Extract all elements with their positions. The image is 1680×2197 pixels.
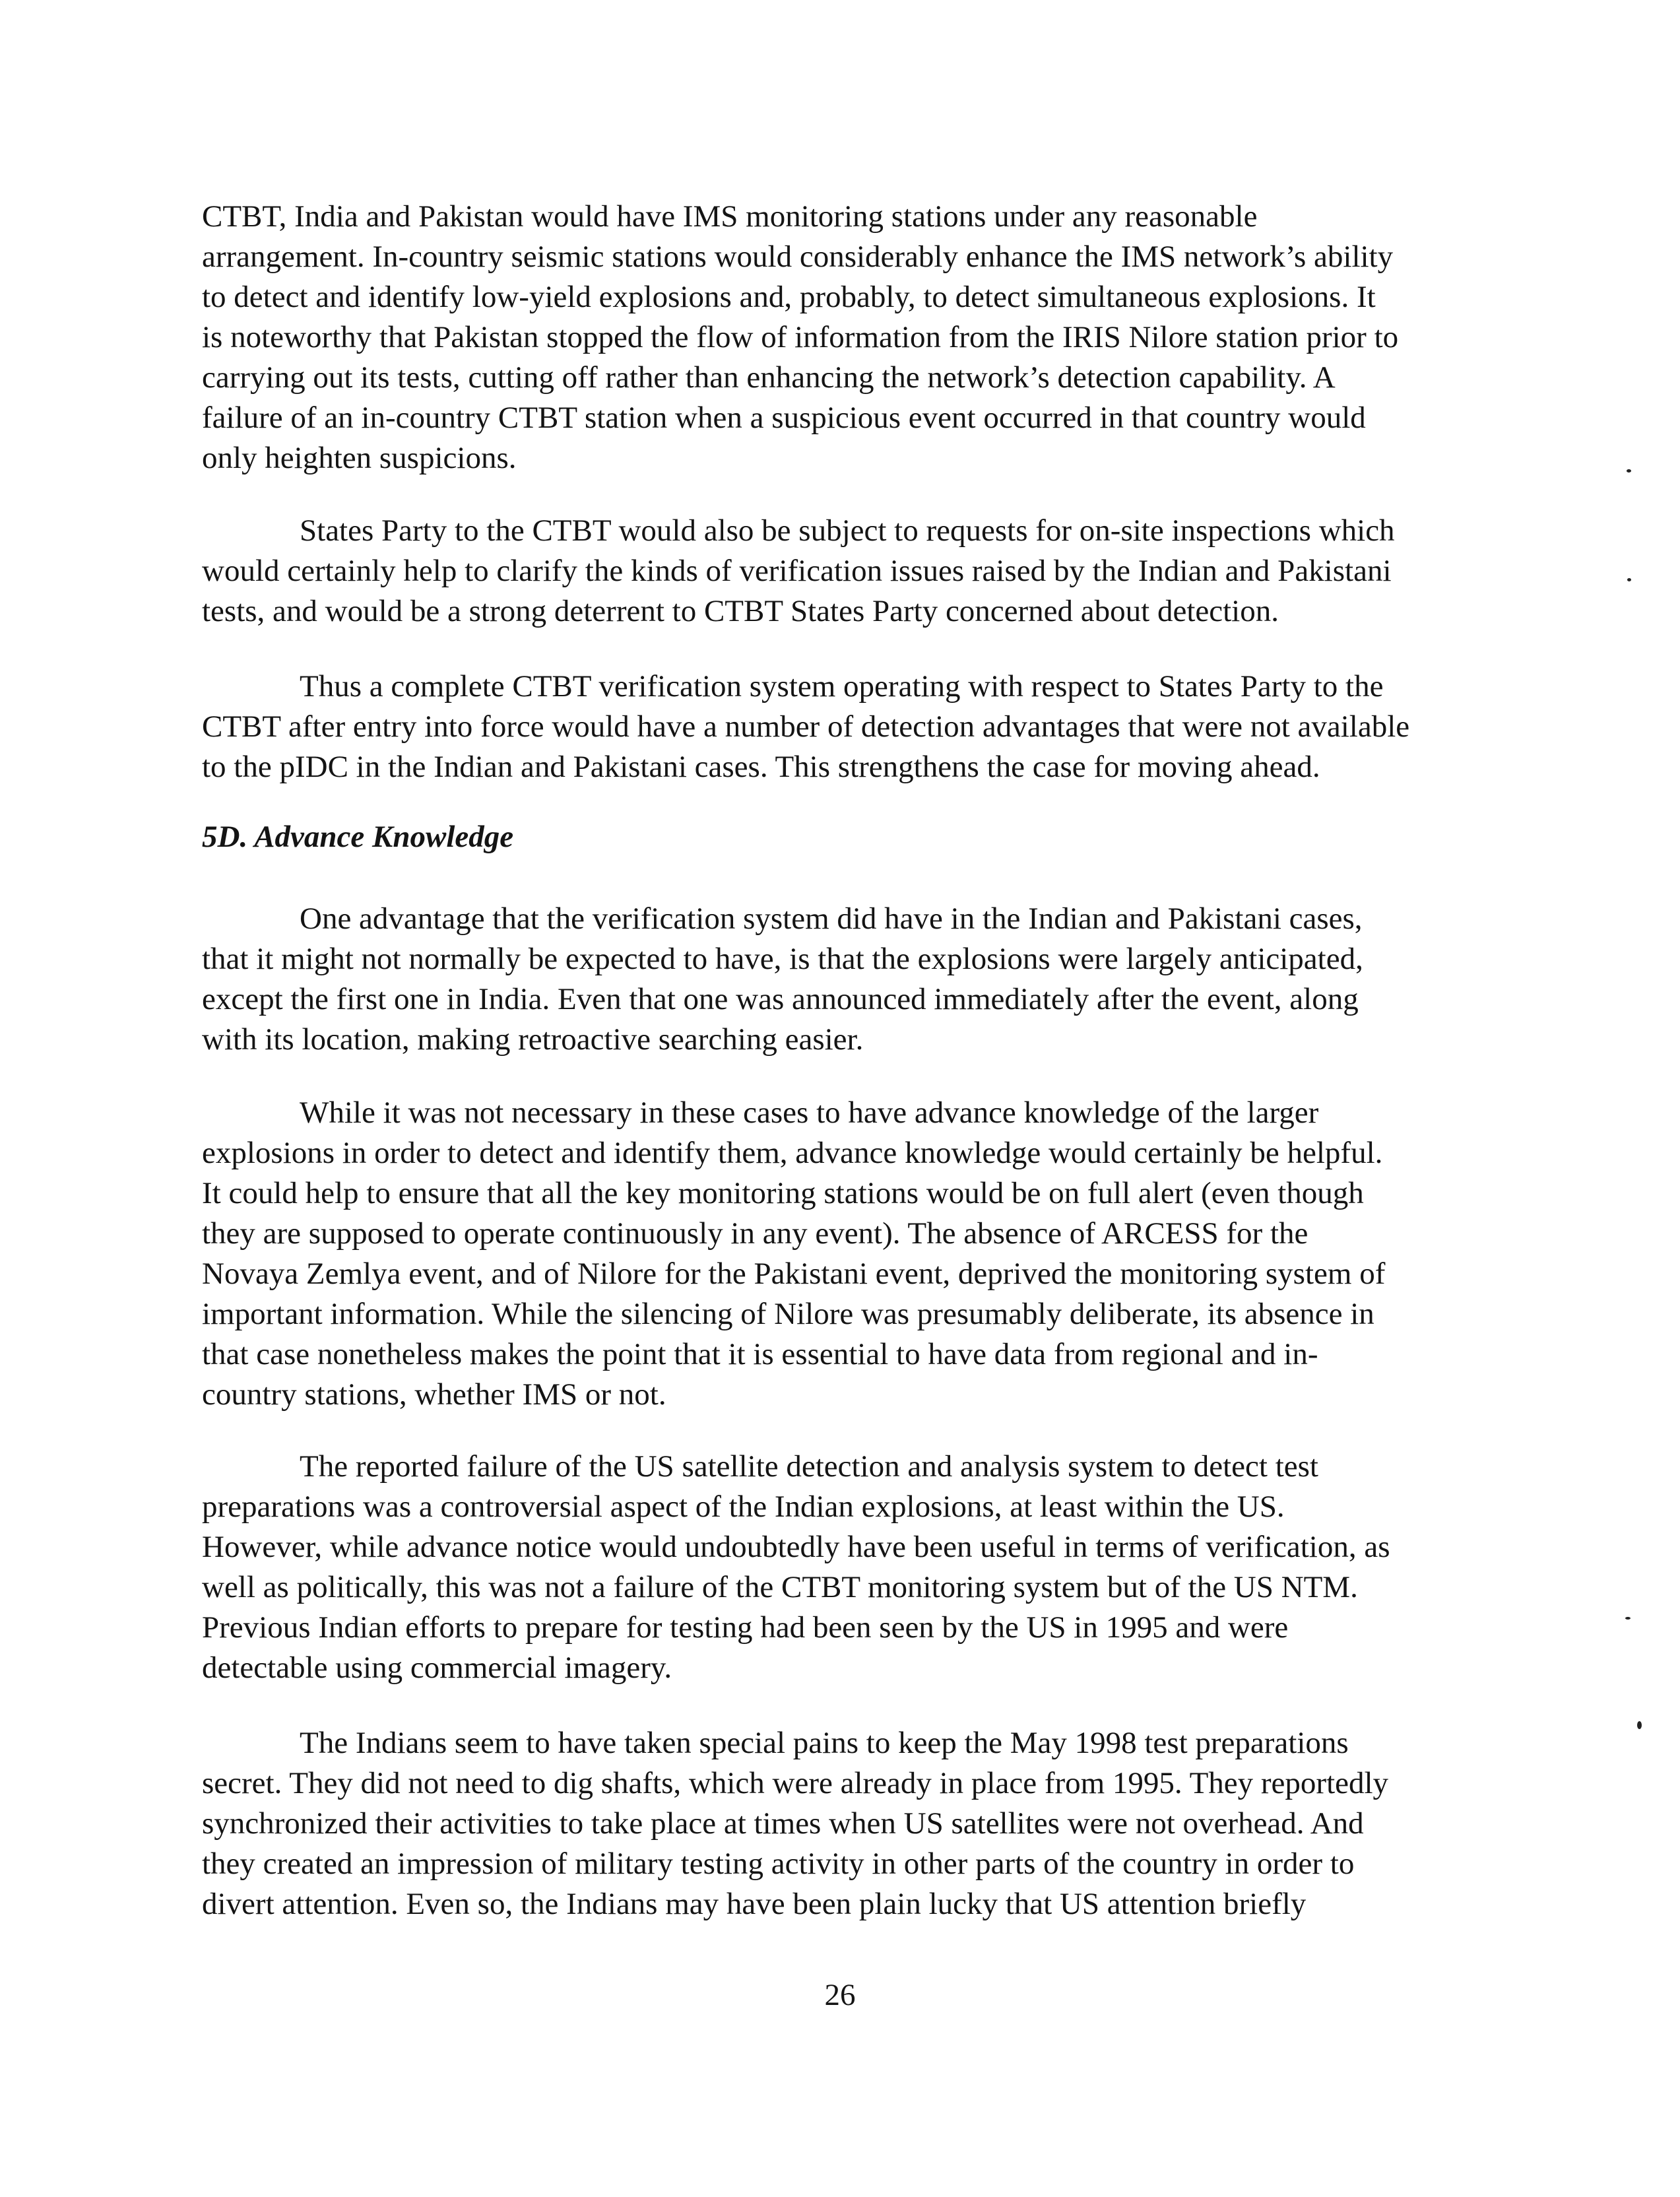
paragraph-5-line-1: While it was not necessary in these cases to have advance knowledge of the larger xyxy=(300,1096,1319,1130)
paragraph-6-line-2: preparations was a controversial aspect of the Indian explosions, at least within the US. xyxy=(202,1490,1285,1524)
paragraph-6-line-6: detectable using commercial imagery. xyxy=(202,1651,672,1685)
paragraph-5 xyxy=(202,1093,1515,1415)
paragraph-2-line-2: would certainly help to clarify the kinds of verification issues raised by the Indian and Pakistani xyxy=(202,554,1392,588)
paragraph-3-line-3: to the pIDC in the Indian and Pakistani cases. This strengthens the case for moving ahead. xyxy=(202,750,1320,784)
page-number: 26 xyxy=(824,1978,856,2012)
scan-speck xyxy=(1637,1721,1642,1729)
paragraph-5-line-2: explosions in order to detect and identify them, advance knowledge would certainly be helpful. xyxy=(202,1136,1383,1170)
paragraph-4-line-4: with its location, making retroactive searching easier. xyxy=(202,1022,864,1057)
paragraph-6-line-5: Previous Indian efforts to prepare for testing had been seen by the US in 1995 and were xyxy=(202,1610,1289,1645)
paragraph-6-line-1: The reported failure of the US satellite detection and analysis system to detect test xyxy=(300,1449,1318,1484)
paragraph-2 xyxy=(202,511,1515,632)
paragraph-4-line-3: except the first one in India. Even that one was announced immediately after the event, along xyxy=(202,982,1359,1016)
paragraph-7-line-1: The Indians seem to have taken special pains to keep the May 1998 test preparations xyxy=(300,1726,1349,1760)
paragraph-1-line-4: is noteworthy that Pakistan stopped the flow of information from the IRIS Nilore station prior to xyxy=(202,320,1399,354)
paragraph-4 xyxy=(202,899,1515,1060)
paragraph-3 xyxy=(202,667,1515,787)
paragraph-1-line-1: CTBT, India and Pakistan would have IMS monitoring stations under any reasonable xyxy=(202,199,1258,234)
paragraph-5-line-8: country stations, whether IMS or not. xyxy=(202,1377,666,1412)
paragraph-3-line-2: CTBT after entry into force would have a number of detection advantages that were not available xyxy=(202,709,1410,744)
paragraph-2-line-3: tests, and would be a strong deterrent to CTBT States Party concerned about detection. xyxy=(202,594,1279,628)
paragraph-1-line-6: failure of an in-country CTBT station when a suspicious event occurred in that country would xyxy=(202,401,1366,435)
paragraph-5-line-6: important information. While the silencing of Nilore was presumably deliberate, its absence in xyxy=(202,1297,1374,1331)
paragraph-6-line-4: well as politically, this was not a failure of the CTBT monitoring system but of the US NTM. xyxy=(202,1570,1358,1604)
paragraph-5-line-5: Novaya Zemlya event, and of Nilore for the Pakistani event, deprived the monitoring system of xyxy=(202,1257,1386,1291)
paragraph-6 xyxy=(202,1447,1515,1688)
scan-speck xyxy=(1627,469,1631,473)
scan-speck xyxy=(1627,578,1631,581)
paragraph-5-line-4: they are supposed to operate continuously in any event). The absence of ARCESS for the xyxy=(202,1216,1308,1251)
paragraph-7-line-2: secret. They did not need to dig shafts, which were already in place from 1995. They reportedly xyxy=(202,1766,1389,1800)
paragraph-7-line-4: they created an impression of military testing activity in other parts of the country in order to xyxy=(202,1847,1355,1881)
paragraph-5-line-3: It could help to ensure that all the key monitoring stations would be on full alert (even though xyxy=(202,1176,1364,1210)
paragraph-3-line-1: Thus a complete CTBT verification system operating with respect to States Party to the xyxy=(300,669,1384,704)
paragraph-2-line-1: States Party to the CTBT would also be subject to requests for on-site inspections which xyxy=(300,513,1395,548)
paragraph-1-line-5: carrying out its tests, cutting off rather than enhancing the network’s detection capability. A xyxy=(202,360,1336,395)
paragraph-6-line-3: However, while advance notice would undoubtedly have been useful in terms of verification, as xyxy=(202,1530,1390,1564)
paragraph-7 xyxy=(202,1723,1515,1924)
section-heading: 5D. Advance Knowledge xyxy=(202,820,514,854)
paragraph-1-line-2: arrangement. In-country seismic stations would considerably enhance the IMS network’s ability xyxy=(202,240,1394,274)
paragraph-1-line-3: to detect and identify low-yield explosions and, probably, to detect simultaneous explosions. It xyxy=(202,280,1376,314)
paragraph-7-line-3: synchronized their activities to take place at times when US satellites were not overhead. And xyxy=(202,1806,1364,1841)
paragraph-1-line-7: only heighten suspicions. xyxy=(202,441,517,475)
paragraph-7-line-5: divert attention. Even so, the Indians may have been plain lucky that US attention briefly xyxy=(202,1887,1307,1921)
paragraph-5-line-7: that case nonetheless makes the point that it is essential to have data from regional and in- xyxy=(202,1337,1318,1371)
scan-speck xyxy=(1625,1617,1631,1620)
paragraph-4-line-2: that it might not normally be expected to have, is that the explosions were largely anticipated, xyxy=(202,942,1363,976)
paragraph-4-line-1: One advantage that the verification system did have in the Indian and Pakistani cases, xyxy=(300,902,1363,936)
paragraph-1 xyxy=(202,197,1515,478)
